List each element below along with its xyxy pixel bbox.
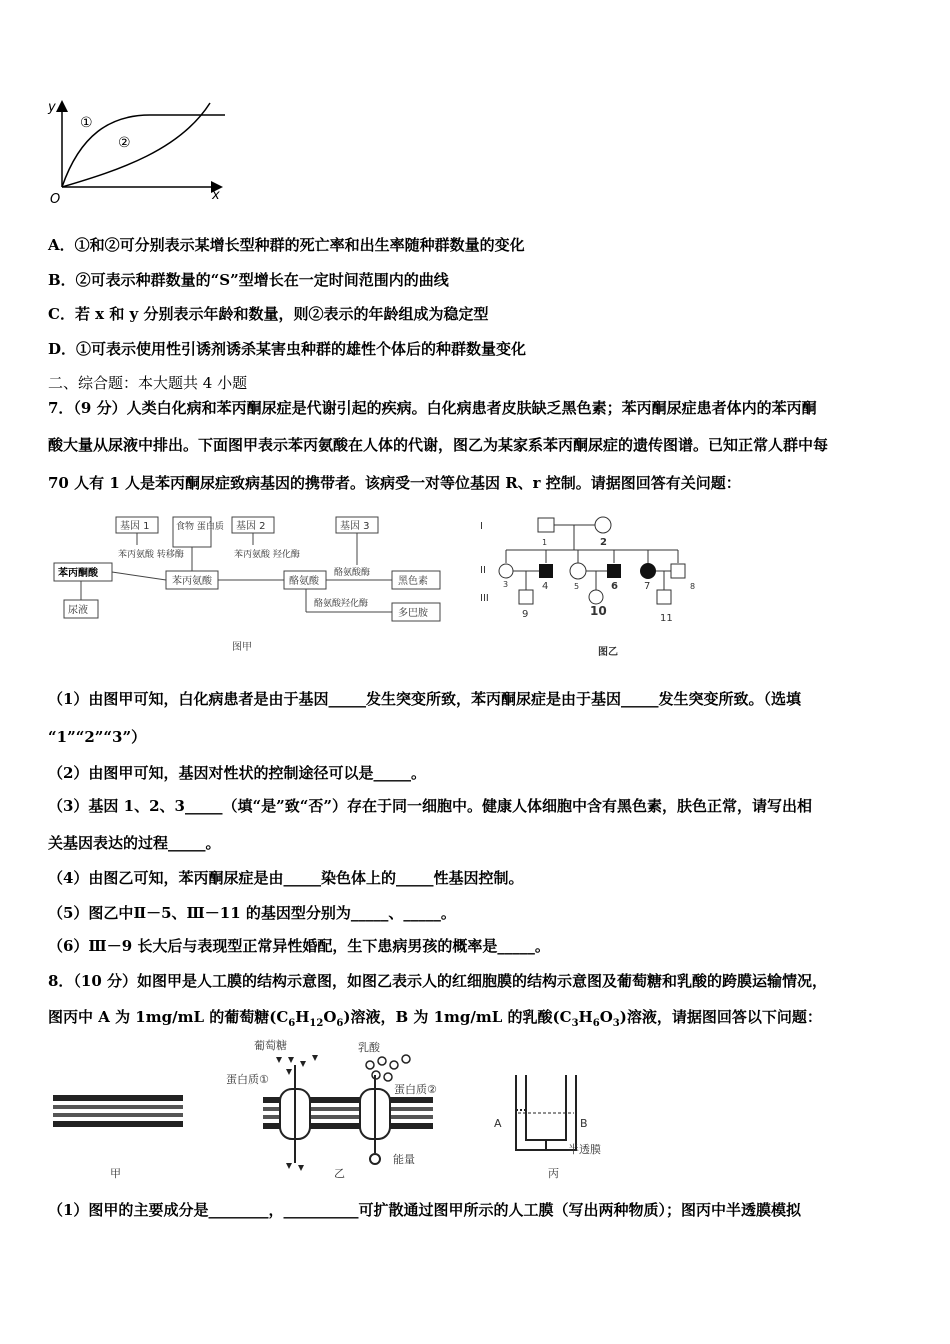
- id-7: 7: [644, 581, 651, 592]
- id-4: 4: [542, 581, 549, 592]
- q8-intro-1: 8．（10 分）如图甲是人工膜的结构示意图，如图乙表示人的红细胞膜的结构示意图及葡萄糖和乳酸的跨膜运输情况，: [48, 972, 828, 990]
- u-tube: [516, 1075, 576, 1150]
- q7-intro-2: 酸大量从尿液中排出。下面图甲表示苯丙氨酸在人体的代谢，图乙为某家系苯丙酮尿症的遗传图谱。已知正常人群中每: [48, 436, 829, 454]
- membrane-label: 半透膜: [568, 1143, 601, 1156]
- enzyme2-label: 苯丙氨酸 羟化酶: [234, 550, 300, 560]
- q7-sub-2: （2）由图甲可知，基因对性状的控制途径可以是_____。: [48, 764, 426, 782]
- membrane-yi: [263, 1065, 433, 1164]
- q6-option-d: D．①可表示使用性引诱剂诱杀某害虫种群的雄性个体后的种群数量变化: [48, 340, 527, 358]
- q8-sub-1: （1）图甲的主要成分是________，__________可扩散通过图甲所示的人工膜（写出两种物质）；图丙中半透膜模拟: [48, 1201, 801, 1219]
- label-B: B: [580, 1117, 588, 1130]
- protein1-label: 蛋白质①: [226, 1073, 269, 1086]
- gen-2: II: [480, 565, 486, 576]
- membrane-jia: [53, 1095, 183, 1127]
- q6-option-a: A．①和②可分别表示某增长型种群的死亡率和出生率随种群数量的变化: [48, 236, 525, 254]
- enzyme4-label: 酪氨酸羟化酶: [314, 599, 369, 609]
- enzyme3-label: 酪氨酸酶: [334, 568, 371, 578]
- q6-graph: [40, 95, 240, 210]
- q8-figures: [48, 1035, 648, 1185]
- gene3-label: 基因 3: [340, 521, 370, 532]
- id-9: 9: [522, 609, 529, 620]
- gene2-label: 基因 2: [236, 521, 266, 532]
- q7-sub-5: （5）图乙中Ⅱ－5、Ⅲ－11 的基因型分别为_____、_____。: [48, 904, 456, 922]
- id-10: 10: [590, 604, 607, 618]
- label-A: A: [494, 1117, 502, 1130]
- id-3: 3: [503, 580, 509, 589]
- origin-label: O: [50, 192, 61, 207]
- tyr-label: 酪氨酸: [289, 576, 319, 587]
- id-5: 5: [574, 582, 580, 591]
- phe-label: 苯丙氨酸: [172, 576, 212, 587]
- gen-3: III: [480, 593, 489, 604]
- label-yi: 乙: [334, 1167, 345, 1180]
- label-bing: 丙: [548, 1167, 559, 1180]
- gene1-label: 基因 1: [120, 521, 150, 532]
- dopamine-label: 多巴胺: [398, 608, 428, 619]
- q7-sub-1b: “1”“2”“3”）: [48, 728, 147, 746]
- energy-label: 能量: [393, 1153, 415, 1166]
- q7-figure-jia: [48, 505, 453, 665]
- id-6: 6: [611, 581, 618, 592]
- q6-option-b: B．②可表示种群数量的“S”型增长在一定时间范围内的曲线: [48, 271, 449, 289]
- section-heading: 二、综合题：本大题共 4 小题: [48, 374, 248, 392]
- gen-1: I: [480, 521, 483, 532]
- ppa-label: 苯丙酮酸: [58, 568, 98, 579]
- q7-intro-1: 7．（9 分）人类白化病和苯丙酮尿症是代谢引起的疾病。白化病患者皮肤缺乏黑色素；苯丙酮尿症患者体内的苯丙酮: [48, 399, 817, 417]
- id-11: 11: [660, 613, 673, 624]
- id-1: 1: [542, 538, 548, 547]
- q7-figure-yi: [478, 515, 708, 665]
- q7-sub-6: （6）Ⅲ－9 长大后与表现型正常异性婚配，生下患病男孩的概率是_____。: [48, 937, 550, 955]
- y-axis-label: y: [48, 100, 56, 115]
- food-label: 食物 蛋白质: [176, 522, 224, 532]
- q7-sub-4: （4）由图乙可知，苯丙酮尿症是由_____染色体上的_____性基因控制。: [48, 869, 524, 887]
- q8-intro-2: 图丙中 A 为 1mg/mL 的葡萄糖$(C_6H_{12}O_6)$溶液，B 为 1mg/mL 的乳酸$(C_3H_6O_3)$溶液，请据图回答以下问题：: [48, 1008, 822, 1029]
- q6-option-c: C．若 x 和 y 分别表示年龄和数量，则②表示的年龄组成为稳定型: [48, 305, 489, 323]
- curve-2-label: ②: [118, 135, 131, 151]
- melanin-label: 黑色素: [398, 576, 428, 587]
- label-jia: 甲: [110, 1167, 121, 1180]
- q7-sub-3b: 关基因表达的过程_____。: [48, 834, 221, 852]
- id-8: 8: [690, 582, 696, 591]
- q7-intro-3: 70 人有 1 人是苯丙酮尿症致病基因的携带者。该病受一对等位基因 R、r 控制。请据图回答有关问题：: [48, 474, 741, 492]
- id-2: 2: [600, 537, 607, 548]
- urine-label: 尿液: [68, 605, 88, 616]
- glucose-label: 葡萄糖: [254, 1039, 287, 1052]
- q7-sub-1a: （1）由图甲可知，白化病患者是由于基因_____发生突变所致，苯丙酮尿症是由于基因_____发生突变所致。（选填: [48, 690, 801, 708]
- q7-sub-3a: （3）基因 1、2、3_____（填“是”致“否”）存在于同一细胞中。健康人体细胞中含有黑色素，肤色正常，请写出相: [48, 797, 812, 815]
- enzyme1-label: 苯丙氨酸 转移酶: [118, 550, 184, 560]
- fig-jia-caption: 图甲: [232, 642, 252, 653]
- x-axis-label: x: [212, 188, 220, 203]
- fig-yi-caption: 图乙: [598, 647, 618, 658]
- lactate-label: 乳酸: [358, 1041, 380, 1054]
- curve-1-label: ①: [80, 115, 93, 131]
- protein2-label: 蛋白质②: [394, 1083, 437, 1096]
